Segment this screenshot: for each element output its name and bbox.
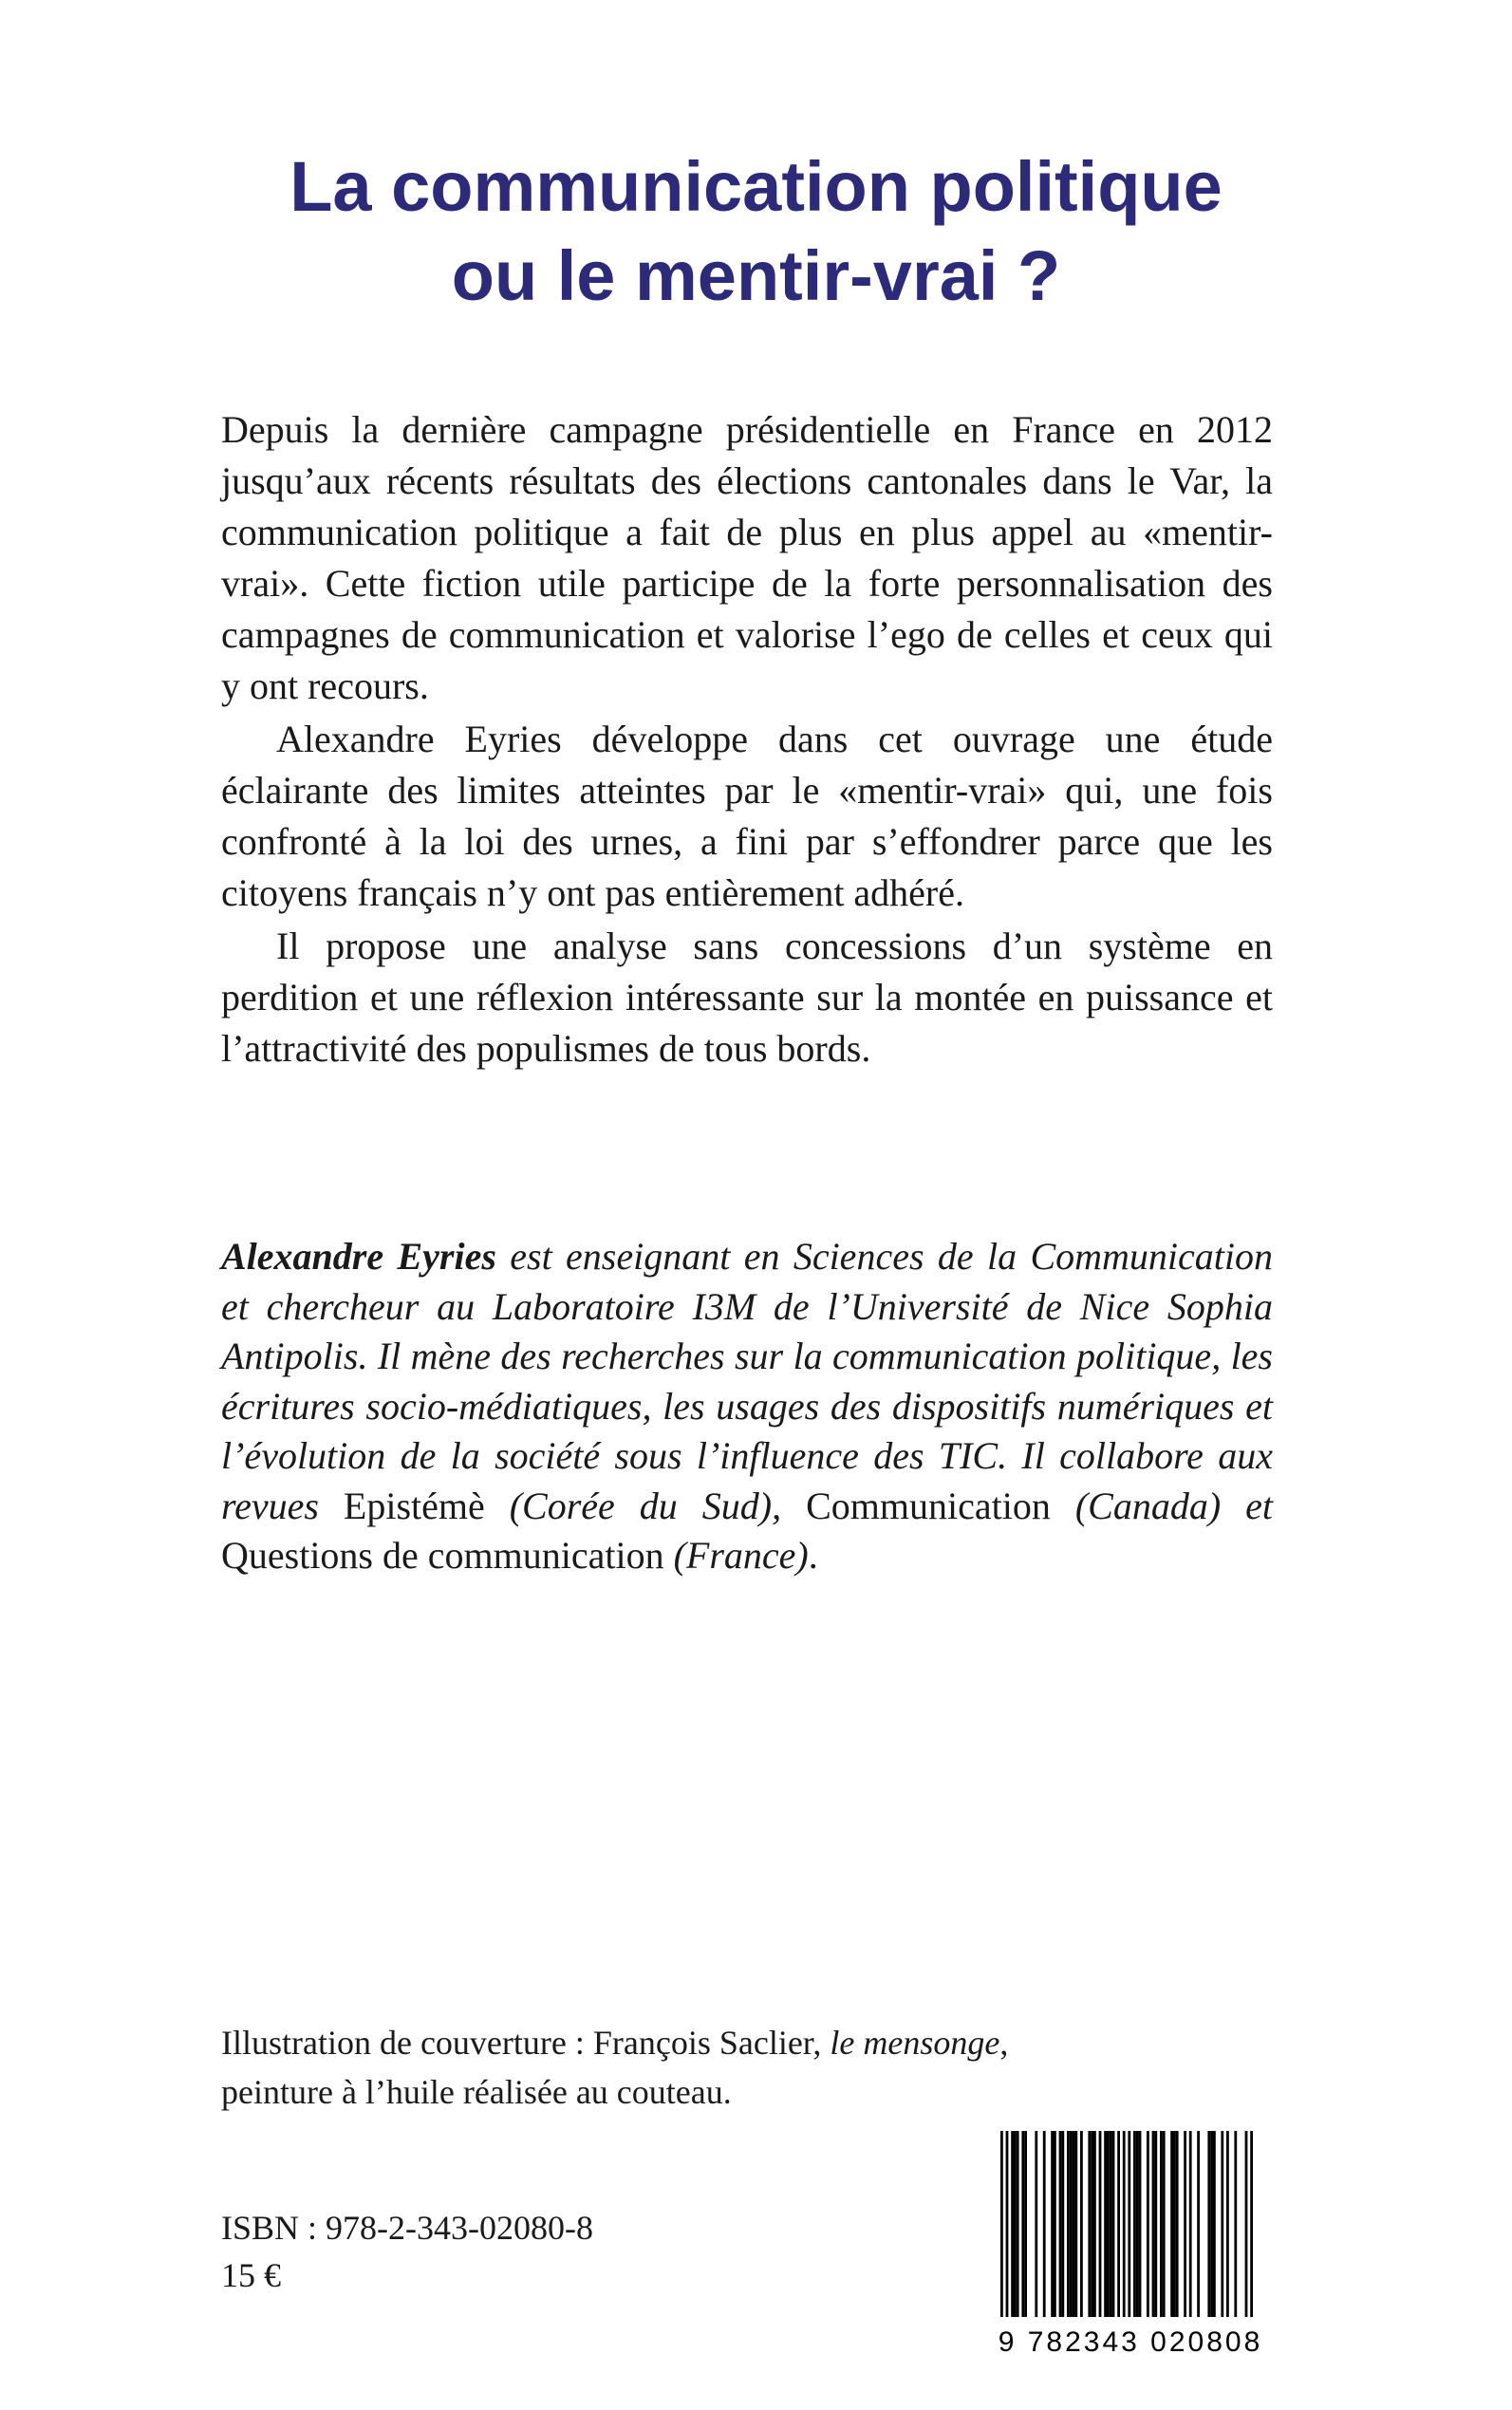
credit-work: le mensonge: [830, 2024, 1000, 2062]
credit-suffix: ,: [999, 2024, 1009, 2062]
barcode-bar-25: [1112, 2131, 1115, 2317]
barcode-bar-45: [1213, 2131, 1216, 2317]
journal-country-1: (Corée du Sud),: [484, 1484, 807, 1527]
barcode-bar-15: [1073, 2131, 1075, 2317]
barcode-bar-32: [1147, 2131, 1149, 2317]
credit-line-2: peinture à l’huile réalisée au couteau.: [221, 2073, 732, 2111]
journal-communication: Communication: [806, 1484, 1051, 1527]
bio-end: .: [808, 1534, 818, 1577]
barcode-bar-42: [1197, 2131, 1200, 2317]
barcode-bar-11: [1059, 2131, 1062, 2317]
barcode-bar-10: [1054, 2131, 1056, 2317]
journal-country-3: (France): [663, 1534, 809, 1577]
barcode-bar-22: [1104, 2131, 1107, 2317]
title-line-1: La communication politique: [289, 147, 1223, 226]
barcode-bar-26: [1117, 2131, 1120, 2317]
credit-prefix: Illustration de couverture : François Saclier,: [221, 2024, 831, 2062]
title-line-2: ou le mentir-vrai ?: [451, 236, 1061, 315]
barcode-bar-44: [1210, 2131, 1213, 2317]
barcode-bar-5: [1021, 2131, 1024, 2317]
barcode-bar-40: [1184, 2131, 1186, 2317]
barcode-bar-18: [1088, 2131, 1091, 2317]
barcode-bar-20: [1093, 2131, 1096, 2317]
cover-credit: [221, 2018, 1008, 2117]
summary-paragraph-1: Depuis la dernière campagne présidentielle en France en 2012 jusqu’aux récents résultats des élections cantonales dans le Var, la communication politique a fait de plus en plus appel au «mentir-vrai». Cette fiction utile participe de la forte personnalisation des campagnes de communication et valorise l’ego de celles et ceux qui y ont recours.: [221, 408, 1273, 707]
barcode-bar-9: [1051, 2131, 1054, 2317]
author-name: Alexandre Eyries: [221, 1235, 496, 1278]
barcode-bar-23: [1107, 2131, 1110, 2317]
barcode-bar-8: [1043, 2131, 1046, 2317]
barcode: [983, 2131, 1278, 2359]
barcode-bar-46: [1221, 2131, 1223, 2317]
barcode-digits: 9 782343 020808: [998, 2326, 1263, 2358]
barcode-bar-24: [1110, 2131, 1112, 2317]
barcode-bar-43: [1207, 2131, 1210, 2317]
journal-country-2: (Canada) et: [1050, 1484, 1273, 1527]
barcode-bar-30: [1136, 2131, 1139, 2317]
summary-paragraph-2: Alexandre Eyries développe dans cet ouvrage une étude éclairante des limites atteintes par le «mentir-vrai» qui, une fois confronté à la loi des urnes, a fini par s’effondrer parce que les citoyens français n’y ont pas entièrement adhéré.: [221, 718, 1273, 914]
bio-text: est enseignant en Sciences de la Communication et chercheur au Laboratoire I3M de l’Université de Nice Sophia Antipolis. Il mène des recherches sur la communication politique, les écritures socio-médiatiques, les usages des dispositifs numériques et l’évolution de la société sous l’influence des TIC. Il collabore aux revues: [221, 1235, 1273, 1527]
isbn-block: [221, 2204, 593, 2299]
barcode-bar-48: [1234, 2131, 1237, 2317]
barcode-bar-36: [1163, 2131, 1166, 2317]
author-bio: [221, 1232, 1273, 1581]
barcode-bar-38: [1173, 2131, 1176, 2317]
barcode-bar-33: [1152, 2131, 1155, 2317]
barcode-bar-12: [1061, 2131, 1064, 2317]
barcode-bar-29: [1133, 2131, 1136, 2317]
journal-questions: Questions de communication: [221, 1534, 664, 1577]
barcode-bar-13: [1067, 2131, 1070, 2317]
barcode-bar-4: [1017, 2131, 1019, 2317]
barcode-bar-28: [1128, 2131, 1130, 2317]
barcode-bar-35: [1160, 2131, 1163, 2317]
barcode-bar-39: [1176, 2131, 1179, 2317]
barcode-bar-2: [1011, 2131, 1014, 2317]
barcode-bar-14: [1070, 2131, 1073, 2317]
barcode-bar-49: [1245, 2131, 1248, 2317]
barcode-bar-1: [1006, 2131, 1009, 2317]
barcode-bar-31: [1139, 2131, 1142, 2317]
barcode-bar-17: [1080, 2131, 1083, 2317]
barcode-bar-27: [1123, 2131, 1126, 2317]
barcode-bar-41: [1189, 2131, 1192, 2317]
barcode-bar-47: [1226, 2131, 1229, 2317]
isbn-text: ISBN : 978-2-343-02080-8: [221, 2209, 593, 2247]
barcode-bars: [1000, 2131, 1253, 2317]
barcode-bar-50: [1250, 2131, 1253, 2317]
barcode-bar-6: [1024, 2131, 1027, 2317]
barcode-bar-21: [1099, 2131, 1102, 2317]
barcode-bar-19: [1091, 2131, 1093, 2317]
barcode-bar-3: [1014, 2131, 1017, 2317]
barcode-bar-37: [1170, 2131, 1173, 2317]
price: 15 €: [221, 2256, 281, 2294]
summary-paragraph-3: Il propose une analyse sans concessions d’un système en perdition et une réflexion intéressante sur la montée en puissance et l’attractivité des populismes de tous bords.: [221, 925, 1273, 1070]
journal-episteme: Epistémè: [343, 1484, 485, 1527]
book-summary: [221, 404, 1273, 1074]
barcode-bar-34: [1154, 2131, 1157, 2317]
barcode-bar-0: [1000, 2131, 1003, 2317]
barcode-bar-16: [1074, 2131, 1077, 2317]
book-title: [0, 142, 1512, 321]
barcode-bar-7: [1035, 2131, 1037, 2317]
